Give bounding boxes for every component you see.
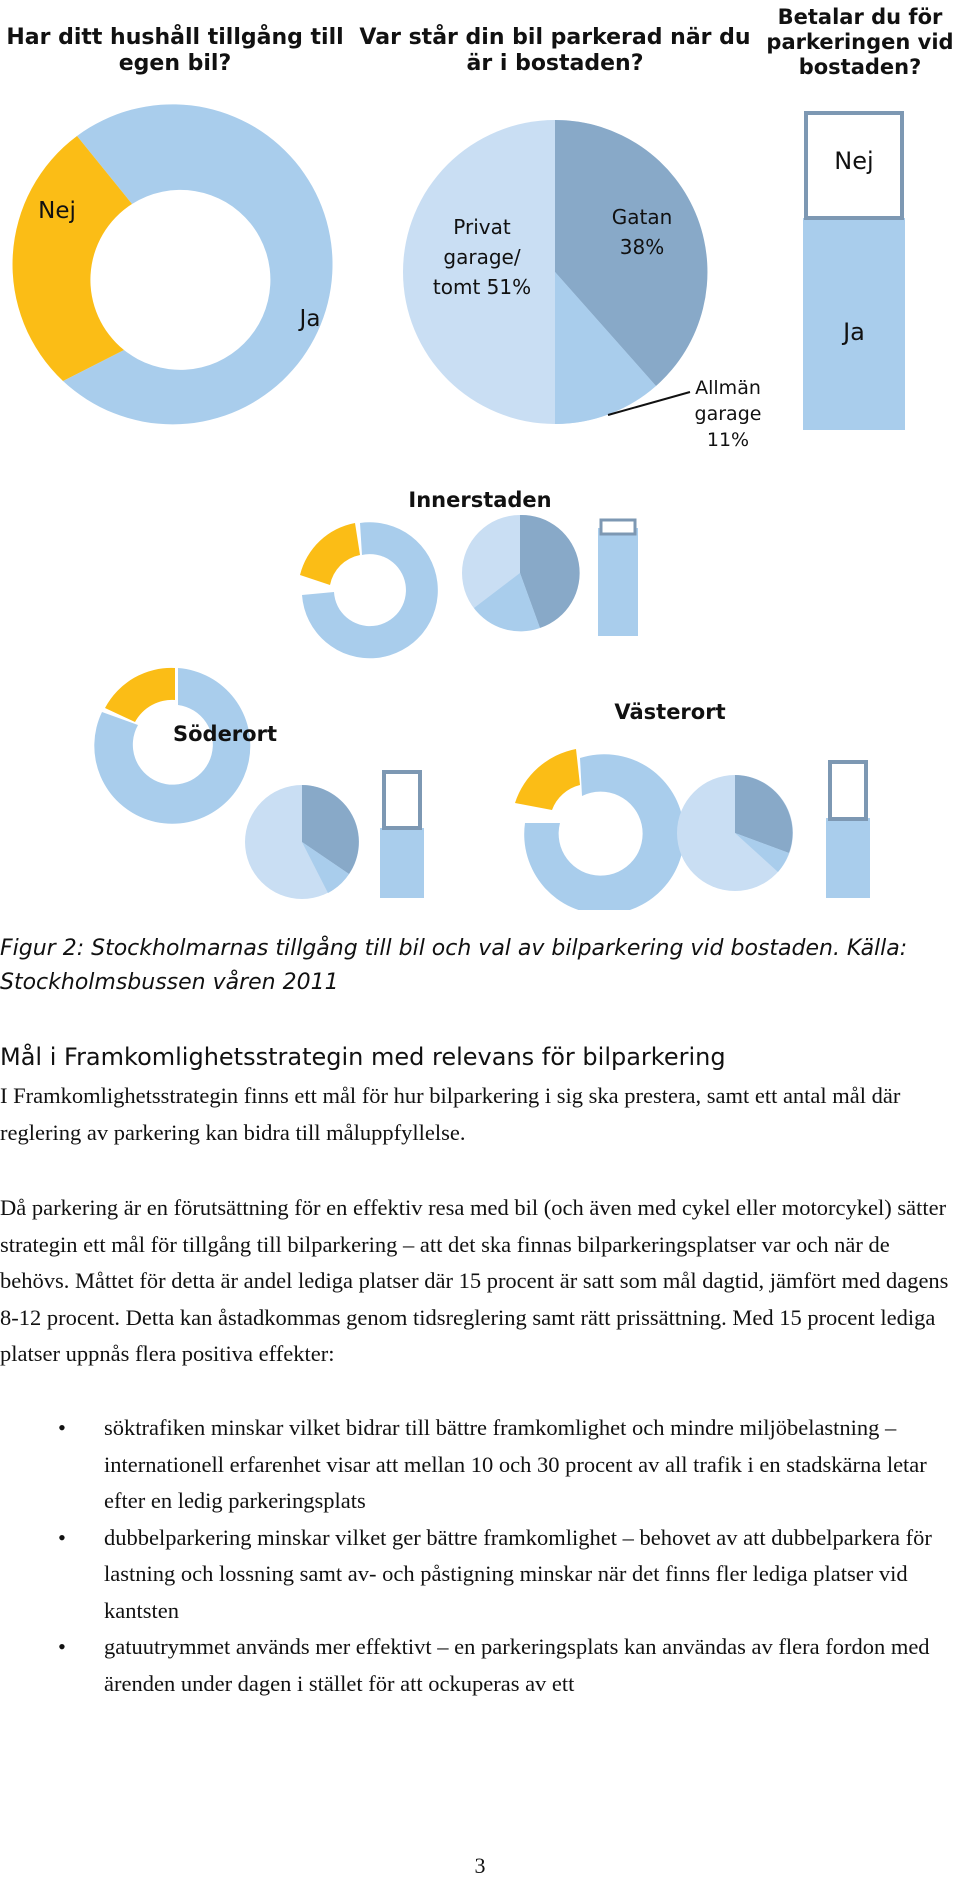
west-bar-nej (830, 762, 866, 819)
list-item (0, 1520, 960, 1630)
question-parking-location: Var står din bil parkerad när du är i bostaden? (359, 25, 751, 77)
region-west: Västerort (614, 700, 726, 724)
list-item (0, 1410, 960, 1520)
figure-caption: Figur 2: Stockholmarnas tillgång till bil och val av bilparkering vid bostaden. Källa: Stockholmsbussen våren 2011 (0, 936, 908, 995)
bullet-icon: • (58, 1415, 66, 1440)
label-private-garage: Privat garage/ tomt 51% (432, 215, 532, 299)
question-payment: Betalar du för parkeringen vid bostaden? (766, 5, 954, 80)
list-item-text: gatuutrymmet används mer effektivt – en parkeringsplats kan användas av flera fordon med ärenden under dagen i stället för att ockuperas av ett (104, 1634, 930, 1696)
inner-bar-ja (598, 528, 638, 636)
bullet-icon: • (58, 1524, 66, 1550)
list-item (0, 1629, 960, 1702)
south-bar-nej (384, 772, 420, 828)
region-south: Söderort (172, 722, 277, 746)
region-inner-city: Innerstaden (408, 488, 552, 512)
west-donut-nej (515, 749, 580, 810)
car-access-donut (13, 104, 333, 424)
west-charts (515, 749, 870, 910)
south-charts (94, 668, 424, 899)
south-bar-ja (380, 828, 424, 898)
donut-segment-ja (63, 104, 333, 424)
label-public-garage: Allmän garage 11% (694, 377, 762, 451)
effects-bullet-list (0, 1410, 960, 1702)
south-donut-nej (105, 668, 175, 722)
question-car-access: Har ditt hushåll tillgång till egen bil? (6, 25, 344, 77)
bullet-icon: • (58, 1634, 66, 1659)
list-item-text: söktrafiken minskar vilket bidrar till bättre framkomlighet och mindre miljöbelastning – internationell erfarenhet visar att mellan 10 och 30 procent av all trafik i en stadskärna letar efter en ledig parkeringsplats (104, 1415, 927, 1513)
paragraph-intro: I Framkomlighetsstrategin finns ett mål för hur bilparkering i sig ska prestera, samt ett antal mål där reglering av parkering kan bidra till måluppfyllelse. (0, 1083, 901, 1145)
inner-bar-nej (601, 520, 635, 534)
label-ja: Ja (299, 306, 321, 332)
paragraph-main: Då parkering är en förutsättning för en effektiv resa med bil (och även med cykel eller motorcykel) sätter strategin ett mål för tillgång till bilparkering – att det ska finnas bilparkeringsplatser var och när de behövs. Måttet för detta är andel lediga platser där 15 procent är satt som mål dagtid, jämfört med dagens 8-12 procent. Detta kan åstadkommas genom tidsreglering samt rätt prissättning. Med 15 procent lediga platser uppnås flera positiva effekter: (0, 1195, 949, 1366)
inner-donut-nej (300, 523, 360, 585)
page-number: 3 (474, 1853, 486, 1878)
list-item-text: dubbelparkering minskar vilket ger bättre framkomlighet – behovet av att dubbelparkera för lastning och lossning samt av- och påstigning minskar när det finns fler lediga platser vid kantsten (104, 1524, 932, 1623)
figure-infographic (0, 0, 960, 910)
label-street: Gatan 38% (611, 205, 673, 259)
section-heading: Mål i Framkomlighetsstrategin med relevans för bilparkering (0, 1043, 726, 1071)
label-bar-ja: Ja (843, 318, 865, 346)
inner-city-charts (300, 515, 638, 658)
label-bar-nej: Nej (834, 147, 874, 175)
label-nej: Nej (38, 198, 76, 224)
west-bar-ja (826, 818, 870, 898)
